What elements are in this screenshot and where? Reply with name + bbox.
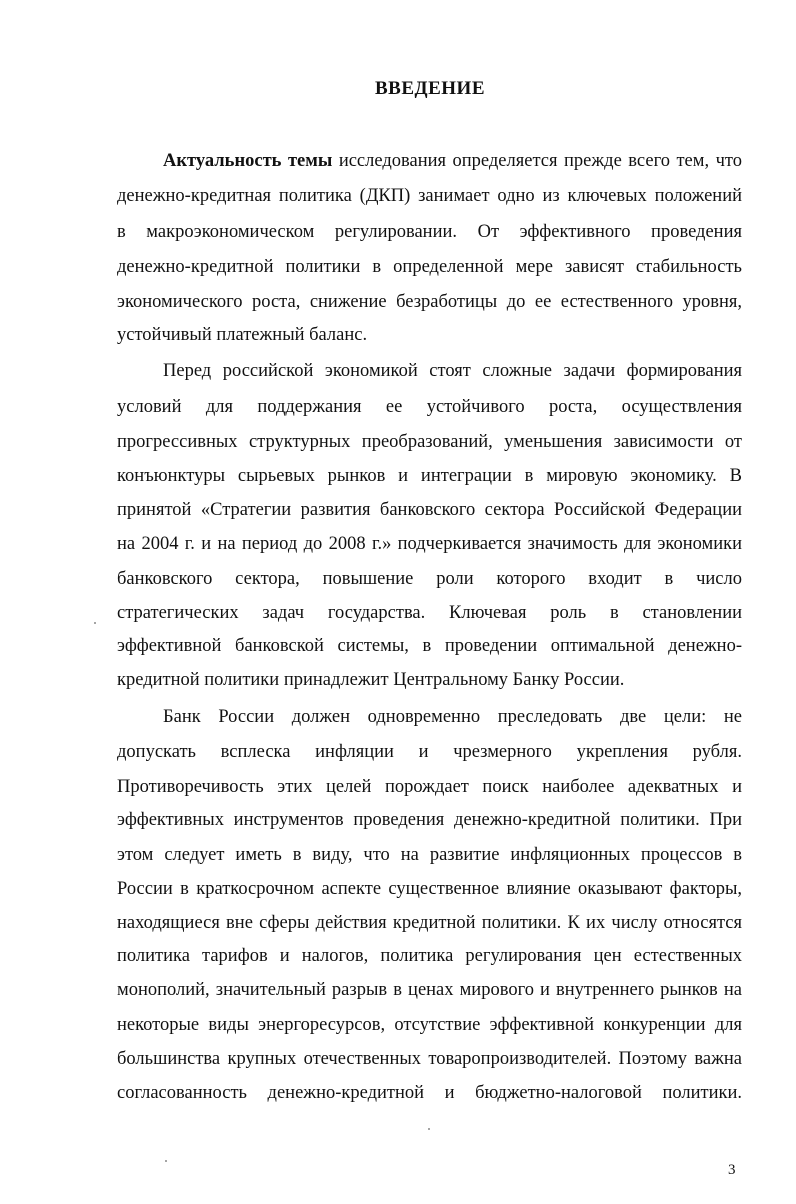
text-line: находящиеся вне сферы действия кредитной политики. К их числу относятся xyxy=(117,913,742,933)
text-line: в макроэкономическом регулировании. От эффективного проведения xyxy=(117,222,742,242)
text-line: принятой «Стратегии развития банковского сектора Российской Федерации xyxy=(117,500,742,520)
text-line: прогрессивных структурных преобразований, уменьшения зависимости от xyxy=(117,432,742,452)
scan-speck xyxy=(94,622,96,624)
text-line: России в краткосрочном аспекте существенное влияние оказывают факторы, xyxy=(117,879,742,899)
text-line: эффективной банковской системы, в проведении оптимальной денежно- xyxy=(117,636,742,656)
text-line: кредитной политики принадлежит Центральному Банку России. xyxy=(117,670,625,690)
text-line: допускать всплеска инфляции и чрезмерного укрепления рубля. xyxy=(117,742,742,762)
text-line: некоторые виды энергоресурсов, отсутствие эффективной конкуренции для xyxy=(117,1015,742,1035)
text-line: исследования определяется прежде всего тем, что xyxy=(338,151,742,171)
page-number: 3 xyxy=(728,1162,736,1178)
text-line: Перед российской экономикой стоят сложные задачи формирования xyxy=(163,361,742,381)
text-line: Противоречивость этих целей порождает поиск наиболее адекватных и xyxy=(117,777,742,797)
page-title: ВВЕДЕНИЕ xyxy=(375,78,485,99)
text-line: денежно-кредитная политика (ДКП) занимает одно из ключевых положений xyxy=(117,186,742,206)
scan-speck xyxy=(428,1128,430,1130)
text-line: большинства крупных отечественных товаропроизводителей. Поэтому важна xyxy=(117,1049,742,1069)
text-line: стратегических задач государства. Ключевая роль в становлении xyxy=(117,603,742,623)
text-line: политика тарифов и налогов, политика регулирования цен естественных xyxy=(117,946,742,966)
text-line: этом следует иметь в виду, что на развитие инфляционных процессов в xyxy=(117,845,742,865)
text-line: согласованность денежно-кредитной и бюджетно-налоговой политики. xyxy=(117,1083,742,1103)
scan-speck xyxy=(165,1160,167,1162)
text-line: на 2004 г. и на период до 2008 г.» подчеркивается значимость для экономики xyxy=(117,534,742,554)
text-line: экономического роста, снижение безработицы до ее естественного уровня, xyxy=(117,292,742,312)
text-line: условий для поддержания ее устойчивого роста, осуществления xyxy=(117,397,742,417)
text-line: банковского сектора, повышение роли которого входит в число xyxy=(117,569,742,589)
text-line: устойчивый платежный баланс. xyxy=(117,325,368,345)
lead-bold-text: Актуальность темы xyxy=(163,151,333,171)
text-line: Банк России должен одновременно преследовать две цели: не xyxy=(163,707,742,727)
text-line: монополий, значительный разрыв в ценах мирового и внутреннего рынков на xyxy=(117,980,742,1000)
text-line: конъюнктуры сырьевых рынков и интеграции в мировую экономику. В xyxy=(117,466,742,486)
paragraph-1-line-1 xyxy=(163,149,742,173)
text-line: эффективных инструментов проведения денежно-кредитной политики. При xyxy=(117,810,742,830)
text-line: денежно-кредитной политики в определенной мере зависят стабильность xyxy=(117,257,742,277)
